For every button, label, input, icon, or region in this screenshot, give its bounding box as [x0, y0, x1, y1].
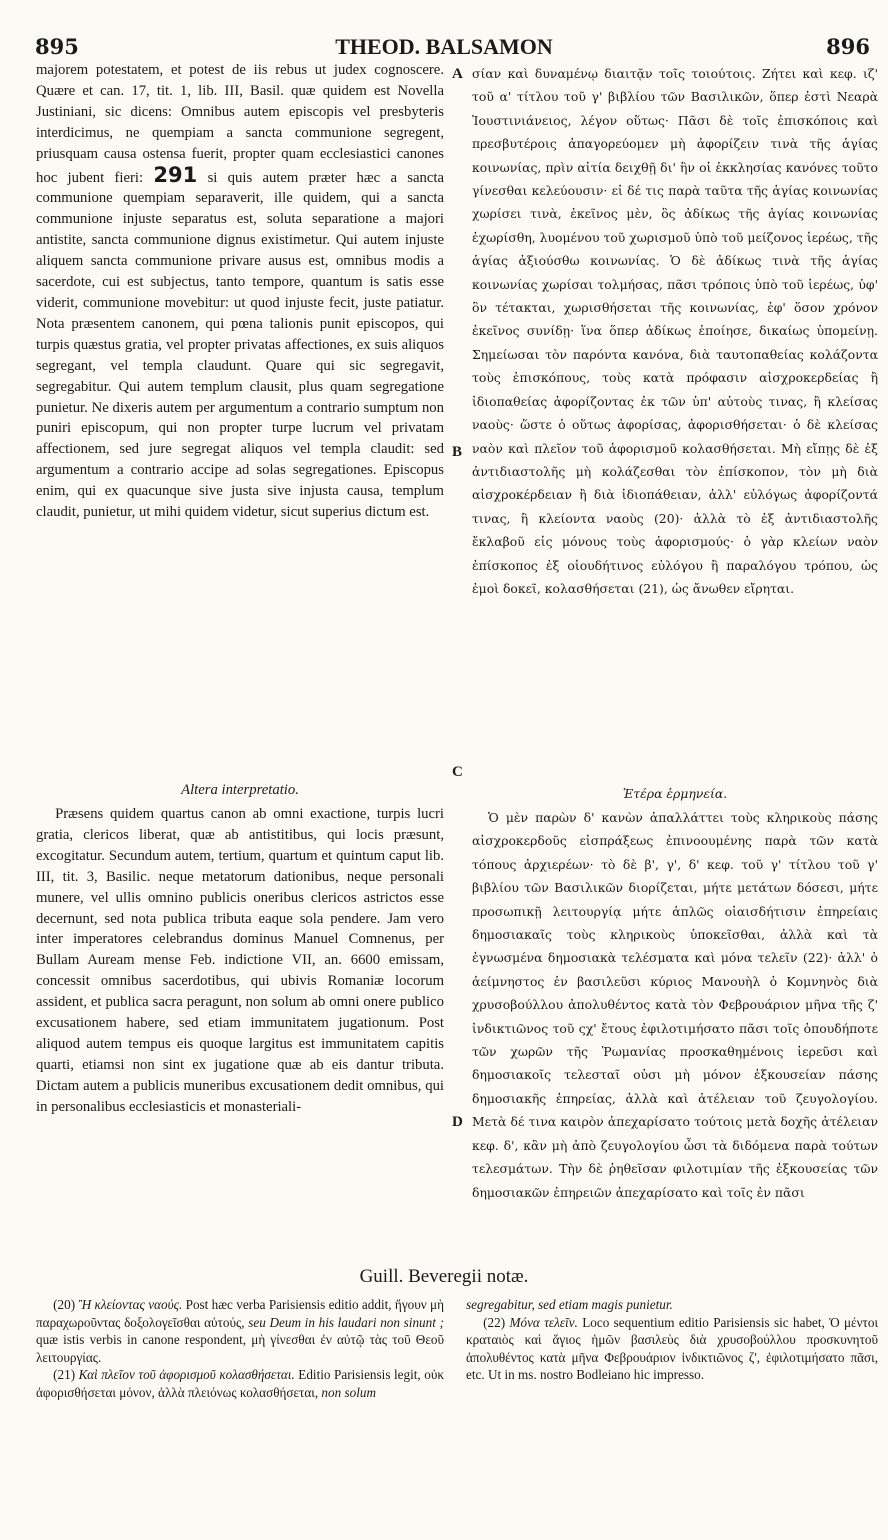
- latin-column-lower: [36, 804, 444, 1260]
- notes-right-column: [466, 1296, 878, 1532]
- note-21-continued: segregabitur, sed etiam magis punietur.: [466, 1297, 673, 1312]
- latin-paragraph-2: Præsens quidem quartus canon ab omni exactione, turpis lucri gratia, clericos liberat, quæ ab antistitibus, qui locis præsunt, excogitatur. Secundum autem, tertium, quartum et quintum caput lib. III, tit. 3, Basilic. neque metatorum dationibus, neque personali munere, vel ullis omnino publicis oneribus clericos astrictos esse decernunt, sed nota publica tributa eaque sola pendere. Jam vero inter imperatores celebrandus dominus Manuel Comnenus, per Bullam Auream mense Feb. indictione VII, an. 6600 emissam, concessit omnibus sacerdotibus, qui ubivis Romaniæ locorum assident, et publica sacra peragunt, non solum ab omni onere publico excusationem habere, sed etiam immunitatem jugationum. Post aliquod autem tempus eis quoque largitus est immunitatem capitis quarti, etiamsi non sint ex jugatione quæ ab eis dantur tributa. Dictam autem a publicis muneribus excusationem dedit omnibus, qui in personalibus ecclesiasticis et monasteriali-: [36, 806, 444, 1115]
- latin-subheading-box: [36, 780, 444, 802]
- running-header: [0, 34, 888, 58]
- page-number-right: 896: [826, 34, 870, 59]
- margin-letter-c: C: [452, 764, 463, 780]
- column-number-291: 291: [153, 162, 198, 187]
- greek-subheading-box: [472, 782, 878, 804]
- latin-paragraph: majorem potestatem, et potest de iis rebus ut judex cognoscere. Quære et can. 17, tit. 1, lib. III, Basil. quæ quidem est Novella Justiniani, sic dicens: Omnibus autem episcopis vel presbyteris interdicimus, ne quempiam a sancta communione segregent, priusquam causa ostensa fuerit, propter quam ecclesiastici canones hoc jubent fieri: 291 si quis autem præter hæc a sancta communione quempiam separaverit, ille quidem, qui a sancta communione injuste separatus est, soluta separatione a majori antistite, sancta communione dignus existimetur. Qui autem injuste aliquem sancta communione privare ausus est, omnibus modis a sacerdote, cui est subjectus, tanto tempore, quantum is satis esse viderit, communione movebitur: ut quod injuste fecit, juste patiatur. Nota præsentem canonem, qui pœna talionis punit episcopos, qui turpis quæstus gratia, vel propter privatas affectiones, ex suis aliquos segregant, vel templa claudunt. Quare qui sic segregavit, segregabitur. Qui autem templum clausit, plus quam segregatione punietur. Ne dixeris autem per argumentum a contrario sumptum non puniri episcopum, qui non propter turpe lucrum vel privatam affectionem, sed jure segregat aliquos vel templa claudit: sed argumentum a contrario accipe ad solas segregationes. Episcopus enim, qui ex quacunque sive justa sive injusta causa, templum claudit, punietur, ut mihi quidem videtur, sicut superius dictum est.: [36, 62, 444, 521]
- notes-title: Guill. Beveregii notæ.: [359, 1266, 529, 1287]
- note-20: (20) Ἢ κλείοντας ναούς. Post hæc verba Parisiensis editio addit, ἤγουν μὴ παραχωροῦντας δοξολογεῖσθαι αὐτούς, seu Deum in his laudari non sinunt ; quæ istis verbis in canone respondent, μὴ γίνεσθαι ἐν αὐτῷ τὰς τοῦ Θεοῦ λειτουργίας.: [36, 1297, 444, 1365]
- greek-subheading: Ἑτέρα ἑρμηνεία.: [622, 786, 728, 801]
- greek-paragraph: σίαν καὶ δυναμένῳ διαιτᾷν τοῖς τοιούτοις. Ζήτει καὶ κεφ. ιζ' τοῦ α' τίτλου τοῦ γ' βιβλίου τῶν Βασιλικῶν, ὅπερ ἐστὶ Νεαρὰ Ἰουστινιάνειος, λέγον οὕτως· Πᾶσι δὲ τοῖς ἐπισκόποις καὶ πρεσβυτέροις ἀπαγορεύομεν μὴ ἀφορίζειν τινὰ τῆς ἁγίας κοινωνίας, πρὶν αἰτία δειχθῇ δι' ἣν οἱ ἐκκλησίας κανόνες τοῦτο γίνεσθαι κελεύουσιν· εἰ δέ τις παρὰ ταῦτα τῆς ἁγίας κοινωνίας χωρίσει τινὰ, ἐκεῖνος μὲν, ὃς ἀδίκως τῆς ἁγίας κοινωνίας ἐχωρίσθη, λυομένου τοῦ χωρισμοῦ ὑπὸ τοῦ μείζονος ἱερέως, τῆς ἁγίας ἀξιούσθω κοινωνίας. Ὁ δὲ ἀδίκως τινὰ τῆς ἁγίας κοινωνίας χωρίσαι τολμήσας, πᾶσι τρόποις ὑπὸ τοῦ ἱερέως, ὑφ' ὃν τέτακται, χωρισθήσεται τῆς κοινωνίας, ἐφ' ὅσον χρόνον ἐκεῖνος συνίδῃ· ἵνα ὅπερ ἀδίκως ἐποίησε, δικαίως ὑπομείνῃ. Σημείωσαι τὸν παρόντα κανόνα, διὰ ταυτοπαθείας κολάζοντα τοὺς ἐπισκόπους, τοὺς κατὰ πρόφασιν αἰσχροκερδείας ἢ ἰδιοπαθείας ἀφορίζοντας ἐκ τῶν ὑπ' αὐτοὺς τινας, ἢ κλείσας ναοὺς· ὥστε ὁ οὕτως ἀφορίσας, ἀφορισθήσεται· ὁ δὲ κλείσας ναὸν καὶ πλεῖον τοῦ ἀφορισμοῦ κολασθήσεται. Μὴ εἴπῃς δὲ ἐξ ἀντιδιαστολῆς μὴ κολάζεσθαι τὸν ἐπίσκοπον, τὸν μὴ διὰ αἰσχροκέρδειαν ἢ διὰ ἰδιοπάθειαν, ἀλλ' εὐλόγως ἀφορίζοντά τινας, ἢ κλείοντα ναοὺς (20)· ἀλλὰ τὸ ἐξ ἀντιδιαστολῆς ἔκλαβοῦ εἰς μόνους τοὺς ἀφορισμούς· ὁ γὰρ κλείων ναὸν ἐπίσκοπος ἐξ οἱουδήτινος εὐλόγου ἢ παραλόγου τρόπου, ὡς ἐμοὶ δοκεῖ, κολασθήσεται (21), ὡς ἄνωθεν εἴρηται.: [472, 66, 878, 596]
- greek-column-lower: [472, 806, 878, 1258]
- margin-letter-d: D: [452, 1114, 463, 1130]
- note-21: (21) Καὶ πλεῖον τοῦ ἀφορισμοῦ κολασθήσεται. Editio Parisiensis legit, οὐκ ἀφορισθήσεται μόνον, ἀλλὰ πλειόνως κολασθήσεται, non solum: [36, 1367, 444, 1400]
- greek-column-upper: [472, 62, 878, 768]
- greek-paragraph-2: Ὁ μὲν παρὼν δ' κανὼν ἀπαλλάττει τοὺς κληρικοὺς πάσης αἰσχροκερδοῦς εἰσπράξεως ἐπινοουμένης παρὰ τῶν κατὰ τόπους ἀρχιερέων· τὸ δὲ β', γ', δ' κεφ. τοῦ γ' τίτλου τοῦ γ' βιβλίου τῶν Βασιλικῶν διορίζεται, μήτε μετάτων δόσεσι, μήτε προσωπικῇ λειτουργίᾳ μήτε ἁπλῶς οἱαισδήτισιν ἐπηρείαις δημοσιακαῖς τοὺς κληρικοὺς ὑποκεῖσθαι, ἀλλὰ καὶ τὰ ἐγνωσμένα δημοσιακὰ τελέσματα καὶ μόνα τελεῖν (22)· ἀλλ' ὁ ἀείμνηστος ἐν βασιλεῦσι κύριος Μανουὴλ ὁ Κομνηνὸς διὰ χρυσοβούλλου ἀπολυθέντος κατὰ τὸν Φεβρουάριον μῆνα τῆς ζ' ἰνδικτιῶνος τοῦ ςχ' ἔτους ἐφιλοτιμήσατο πᾶσι τοῖς ὁπουδήποτε τῶν χωρῶν τῆς Ῥωμανίας προσκαθημένοις ἱερεῦσι καὶ δημοσιακοῖς τελεσταῖ οὐσι μὴ μόνον ἐξκουσείαν πάσης δημοσιακῆς ἐπηρείας, ἀλλὰ καὶ ἀτέλειαν τοῦ ζευγολογίου. Μετὰ δέ τινα καιρὸν ἀπεχαρίσατο τούτοις μετὰ δοχῆς ἀτέλειαν κεφ. δ', κἂν μὴ ἀπὸ ζευγολογίου ὦσι τὰ διδόμενα παρὰ τούτων τελεσμάτων. Τὴν δὲ ῥηθεῖσαν φιλοτιμίαν τῆς ἐξκουσείας τῶν δημοσιακῶν ἐπηρειῶν ἀπεχαρίσατο καὶ τοῖς ἐν πᾶσι: [472, 810, 878, 1200]
- notes-left-column: [36, 1296, 444, 1532]
- latin-column-upper: [36, 60, 444, 778]
- note-22: (22) Μόνα τελεῖν. Loco sequentium editio Parisiensis sic habet, Ὁ μέντοι κραταιὸς καὶ ἅγιος ἡμῶν βασιλεὺς διὰ χρυσοβούλλου προσκυνητοῦ ἀπολυθέντος κατὰ μῆνα Φεβρουάριον ἰνδικτιῶνος ζ', ἐφιλοτιμήσατο πᾶσι, etc. Ut in ms. nostro Bodleiano hic impresso.: [466, 1314, 878, 1383]
- margin-letter-b: B: [452, 444, 463, 460]
- margin-letter-a: A: [452, 66, 463, 82]
- running-title: THEOD. BALSAMON: [335, 34, 553, 59]
- latin-subheading: Altera interpretatio.: [181, 782, 299, 798]
- page-number-left: 895: [35, 34, 79, 59]
